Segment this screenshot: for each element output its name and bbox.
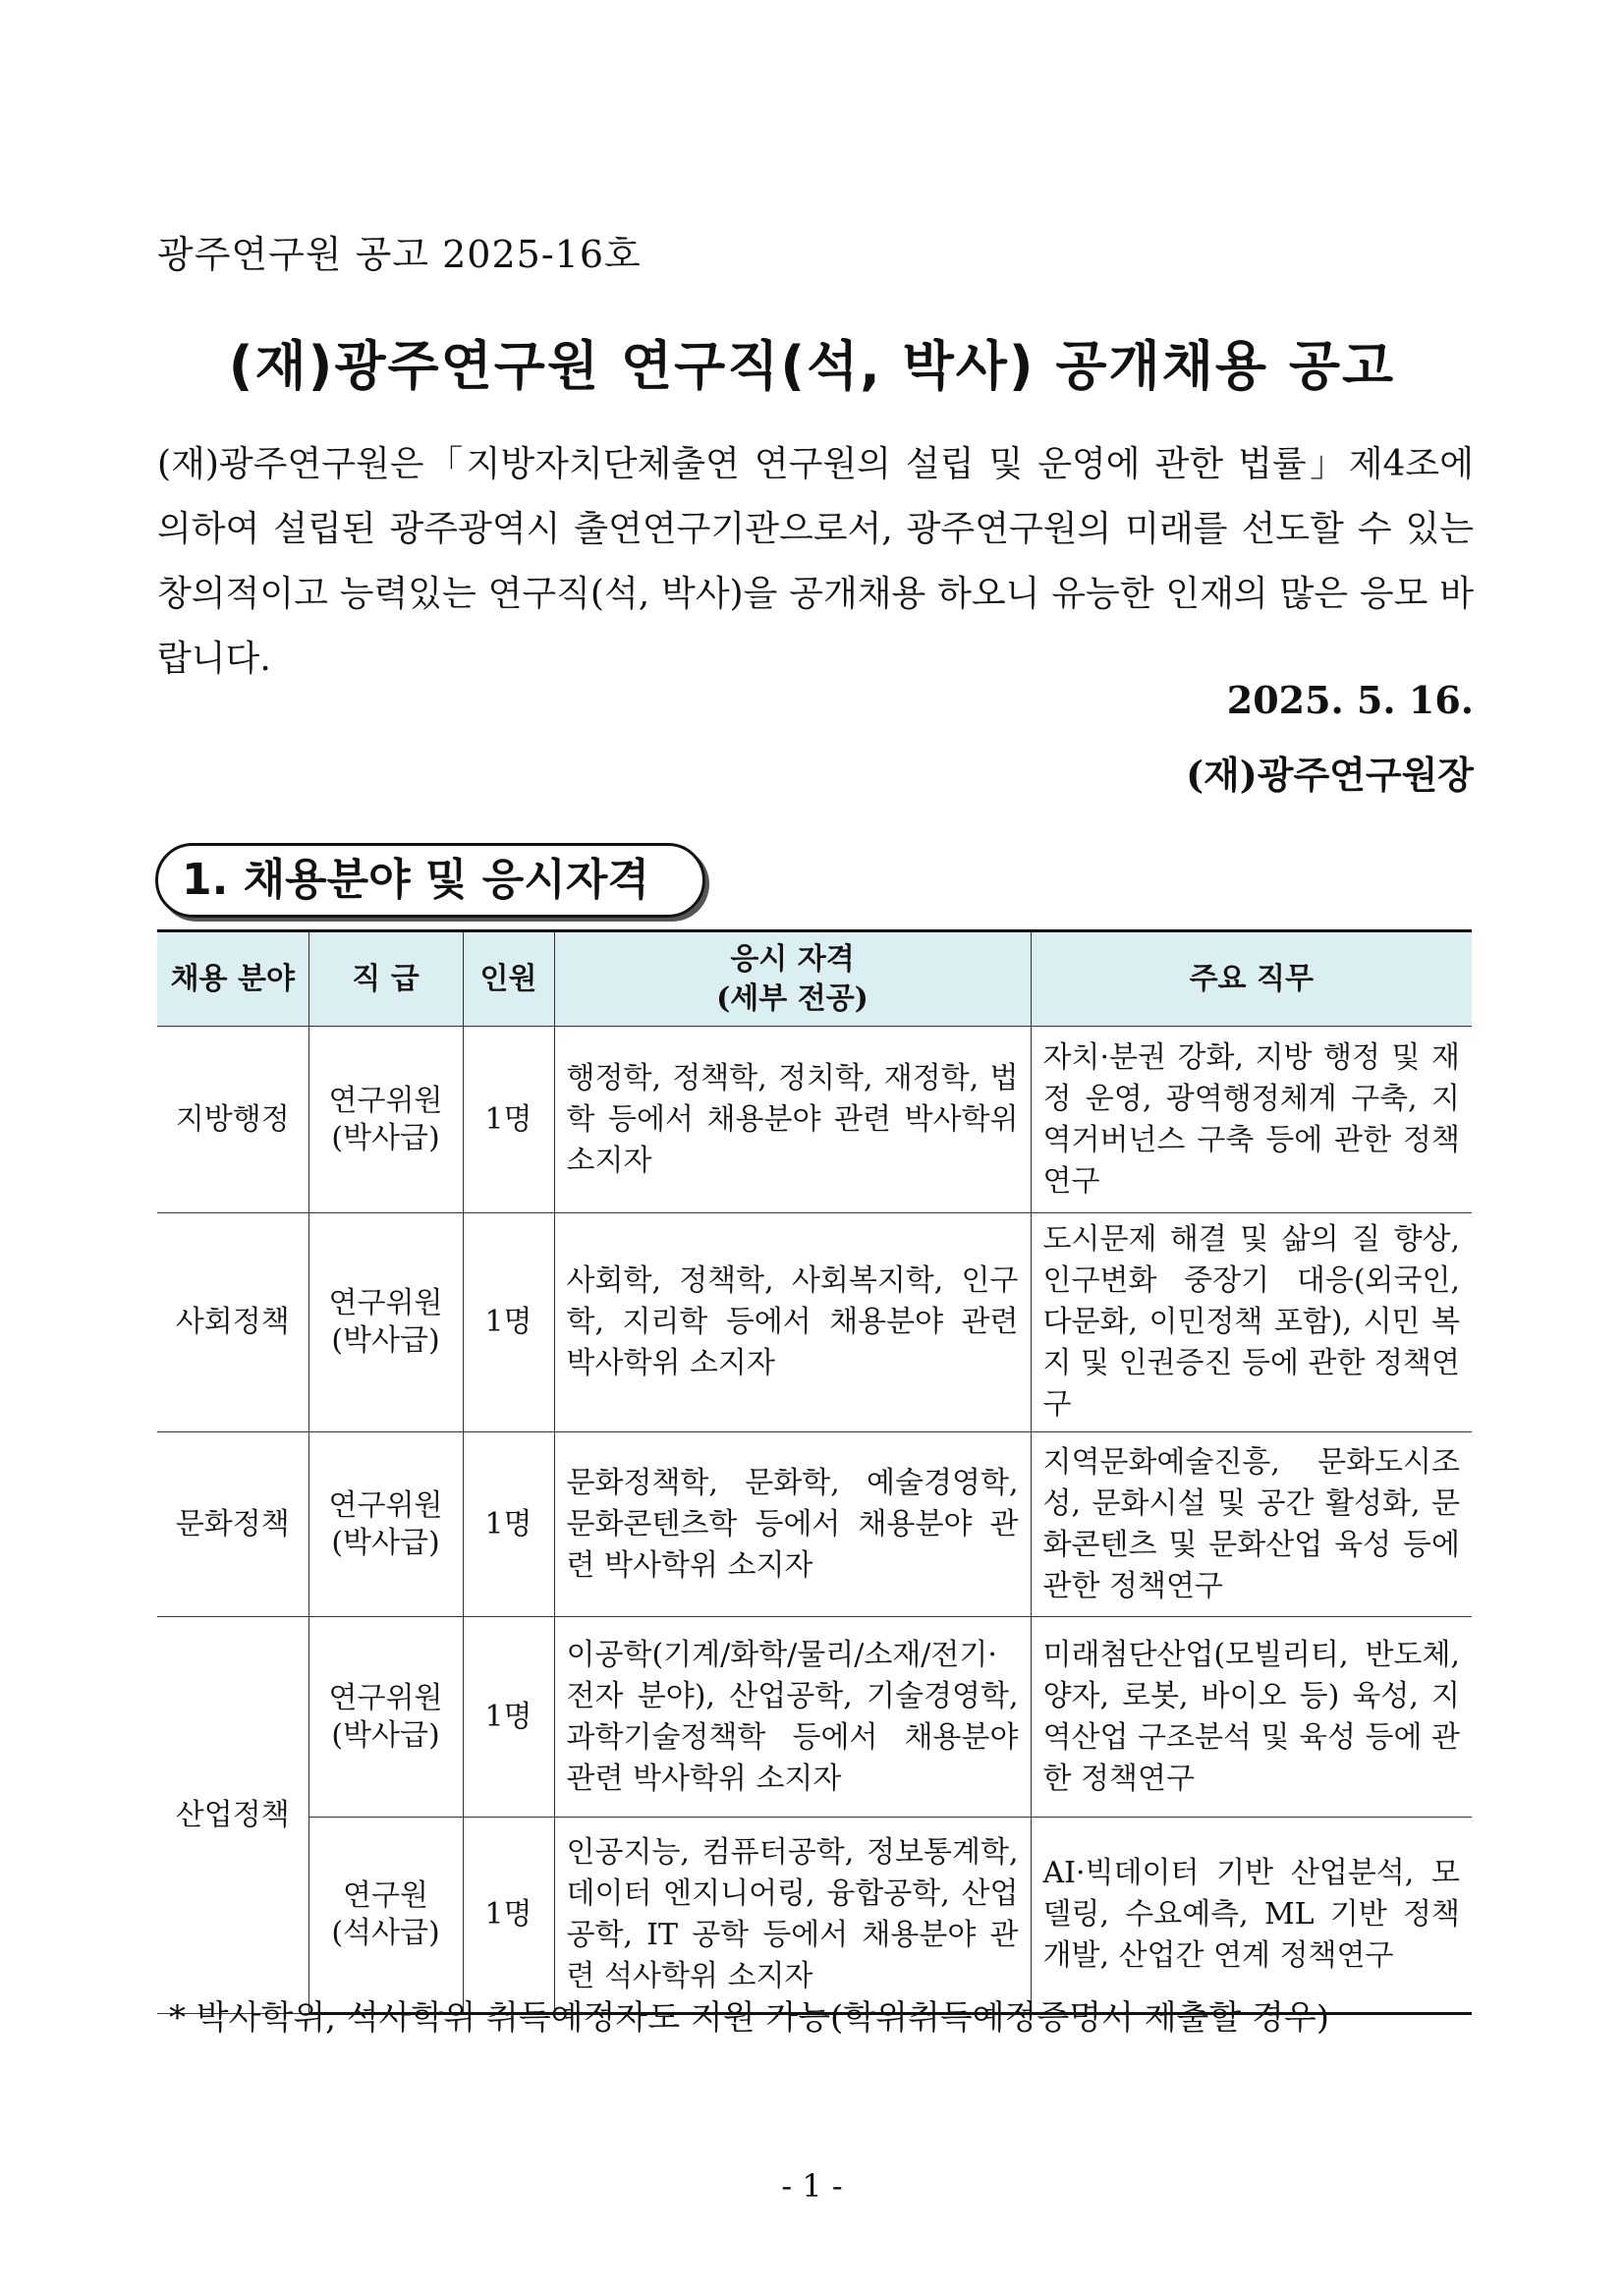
cell-grade-title: 연구위원 [328,1487,443,1523]
table-row [157,1432,1472,1617]
table-row [157,1213,1472,1432]
footnote: * 박사학위, 석사학위 취득예정자도 지원 가능(학위취득예정증명서 제출할 경우) [169,1998,1329,2038]
cell-grade-level: (박사급) [331,1323,440,1358]
cell-count: 1명 [463,1213,554,1432]
header-grade: 직 급 [308,931,463,1027]
cell-count: 1명 [463,1027,554,1213]
header-qualification-line1: 응시 자격 [730,941,855,977]
page-title: (재)광주연구원 연구직(석, 박사) 공개채용 공고 [228,335,1396,397]
cell-grade-level: (박사급) [331,1717,440,1753]
cell-grade [308,1027,463,1213]
table-header-row [157,931,1472,1027]
cell-grade-title: 연구위원 [328,1680,443,1715]
cell-grade-level: (박사급) [331,1525,440,1560]
cell-field: 지방행정 [157,1027,308,1213]
notice-date: 2025. 5. 16. [1226,678,1474,722]
table-row [157,1027,1472,1213]
cell-qualification: 이공학(기계/화학/물리/소재/전기·전자 분야), 산업공학, 기술경영학, 과학기술정책학 등에서 채용분야 관련 박사학위 소지자 [554,1617,1031,1818]
cell-grade [308,1617,463,1818]
cell-grade-level: (석사급) [331,1916,440,1950]
header-qualification-line2: (세부 전공) [716,980,868,1016]
cell-count: 1명 [463,1617,554,1818]
notice-number: 광주연구원 공고 2025-16호 [157,233,642,276]
cell-count: 1명 [463,1818,554,2014]
cell-grade-title: 연구원 [343,1878,428,1913]
cell-grade [308,1818,463,2014]
cell-grade-title: 연구위원 [328,1083,443,1118]
header-qualification [554,931,1031,1027]
cell-qualification: 문화정책학, 문화학, 예술경영학, 문화콘텐츠학 등에서 채용분야 관련 박사학위 소지자 [554,1432,1031,1617]
header-count: 인원 [463,931,554,1027]
cell-duties: 지역문화예술진흥, 문화도시조성, 문화시설 및 공간 활성화, 문화콘텐츠 및 문화산업 육성 등에 관한 정책연구 [1031,1432,1472,1617]
cell-qualification: 사회학, 정책학, 사회복지학, 인구학, 지리학 등에서 채용분야 관련 박사학위 소지자 [554,1213,1031,1432]
cell-duties: 미래첨단산업(모빌리티, 반도체, 양자, 로봇, 바이오 등) 육성, 지역산업 구조분석 및 육성 등에 관한 정책연구 [1031,1617,1472,1818]
recruitment-table [157,929,1472,2015]
cell-duties: 자치·분권 강화, 지방 행정 및 재정 운영, 광역행정체계 구축, 지역거버넌스 구축 등에 관한 정책연구 [1031,1027,1472,1213]
cell-grade [308,1432,463,1617]
cell-count: 1명 [463,1432,554,1617]
cell-field: 산업정책 [157,1617,308,2014]
header-field: 채용 분야 [157,931,308,1027]
cell-grade-level: (박사급) [331,1120,440,1155]
cell-duties: 도시문제 해결 및 삶의 질 향상, 인구변화 중장기 대응(외국인, 다문화, 이민정책 포함), 시민 복지 및 인권증진 등에 관한 정책연구 [1031,1213,1472,1432]
intro-paragraph: (재)광주연구원은「지방자치단체출연 연구원의 설립 및 운영에 관한 법률」제4조에 의하여 설립된 광주광역시 출연연구기관으로서, 광주연구원의 미래를 선도할 수 있는 창의적이고 능력있는 연구직(석, 박사)을 공개채용 하오니 유능한 인재의 많은 응모 바랍니다. [157,444,1474,679]
cell-field: 사회정책 [157,1213,308,1432]
table-row [157,1818,1472,2014]
cell-field: 문화정책 [157,1432,308,1617]
header-duties: 주요 직무 [1031,931,1472,1027]
cell-qualification: 인공지능, 컴퓨터공학, 정보통계학, 데이터 엔지니어링, 융합공학, 산업공학, IT 공학 등에서 채용분야 관련 석사학위 소지자 [554,1818,1031,2014]
issuer-name: (재)광주연구원장 [1186,753,1474,797]
section-heading-1: 1. 채용분야 및 응시자격 [155,843,705,918]
cell-duties: AI·빅데이터 기반 산업분석, 모델링, 수요예측, ML 기반 정책 개발, 산업간 연계 정책연구 [1031,1818,1472,2014]
page-number: - 1 - [781,2167,843,2205]
cell-grade [308,1213,463,1432]
cell-grade-title: 연구위원 [328,1286,443,1320]
cell-qualification: 행정학, 정책학, 정치학, 재정학, 법학 등에서 채용분야 관련 박사학위 소지자 [554,1027,1031,1213]
table-row [157,1617,1472,1818]
